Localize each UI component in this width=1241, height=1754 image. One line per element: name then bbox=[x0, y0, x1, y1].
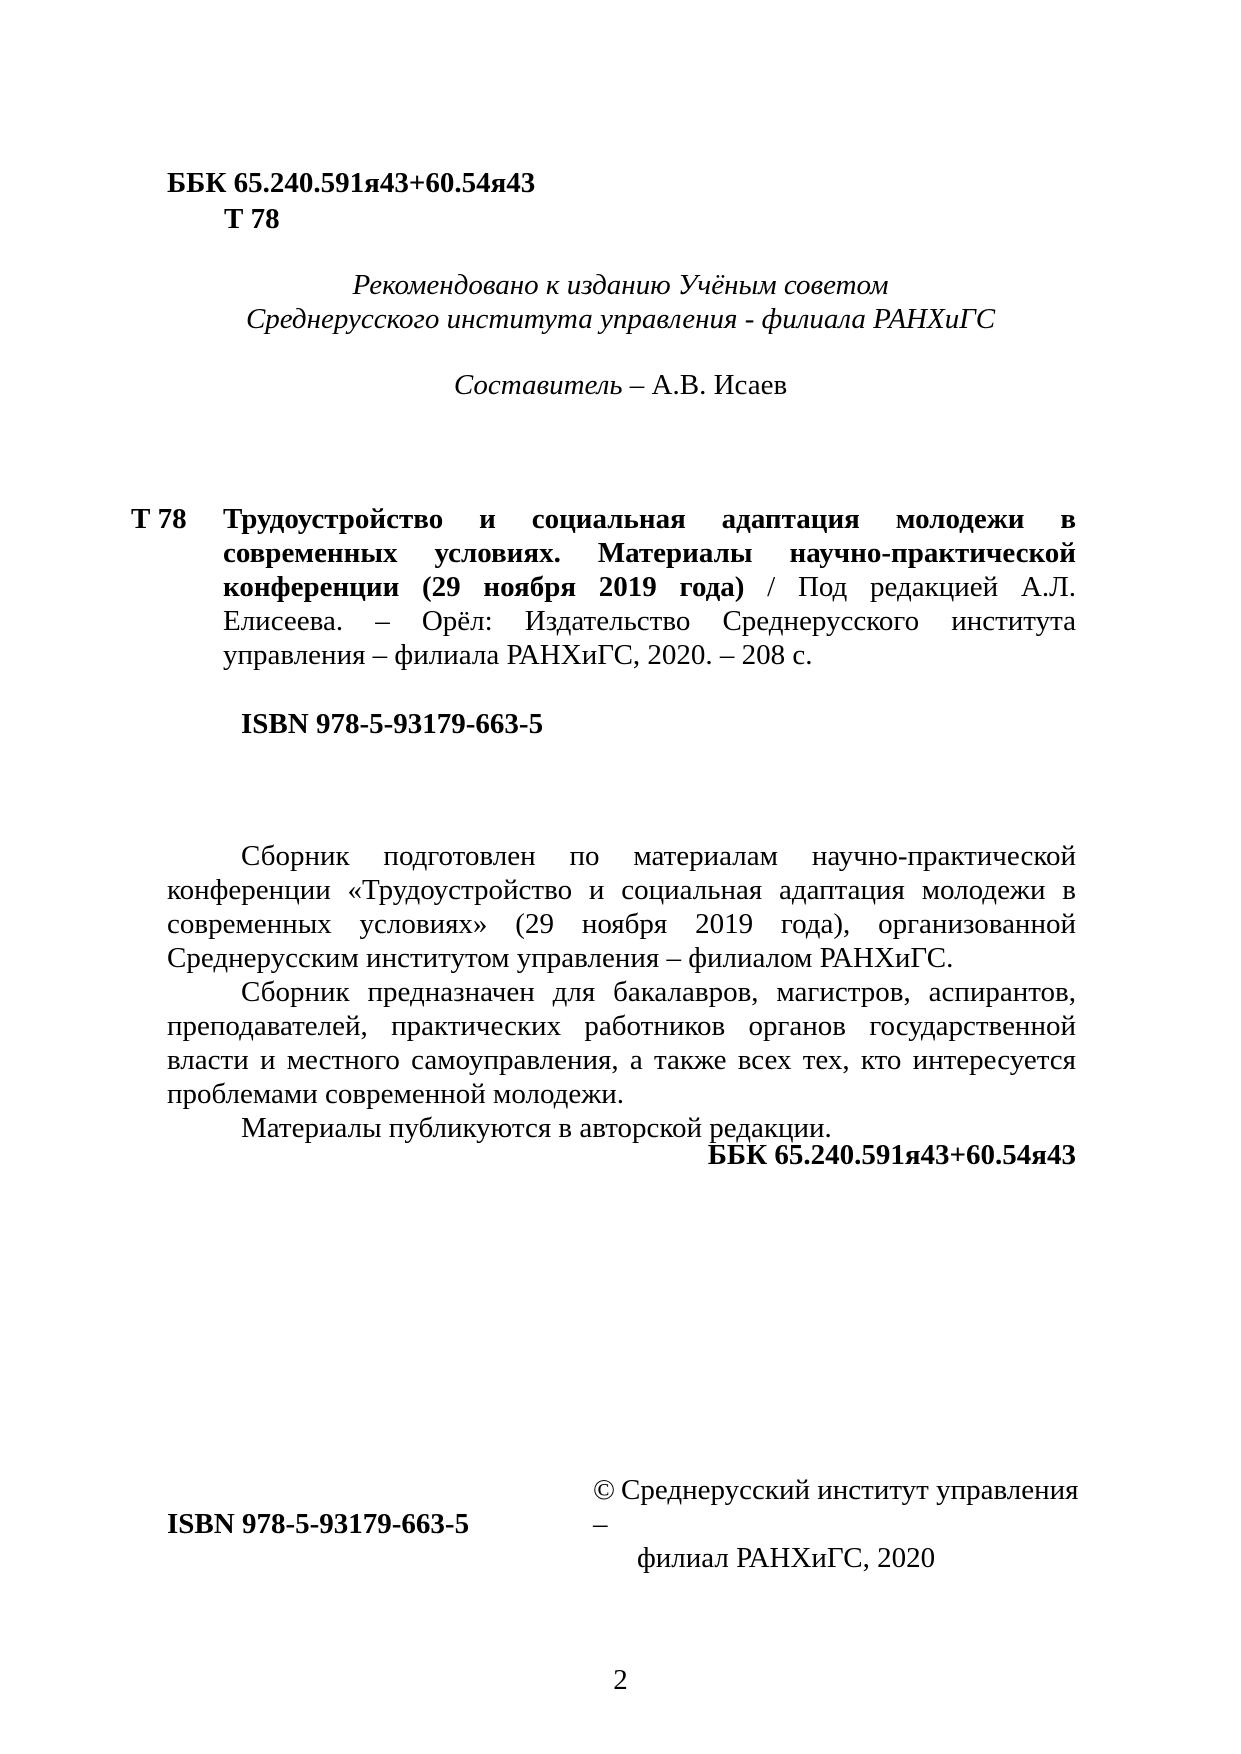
bibliographic-entry bbox=[223, 502, 1076, 672]
annotation-block bbox=[167, 839, 1076, 1145]
copyright-icon: © bbox=[593, 1474, 616, 1506]
annotation-paragraph: Сборник предназначен для бакалавров, магистров, аспирантов, преподавателей, практических работников органов государственной власти и местного самоуправления, а также всех тех, кто интересуется проблемами современной молодежи. bbox=[167, 976, 1076, 1110]
isbn-bottom: ISBN 978-5-93179-663-5 bbox=[167, 1508, 470, 1540]
copyright-line-1 bbox=[593, 1473, 1083, 1541]
compiler-name: А.В. Исаев bbox=[651, 369, 788, 401]
recommendation-block bbox=[150, 268, 1091, 336]
copyright-block bbox=[593, 1473, 1083, 1575]
compiler-line bbox=[150, 368, 1091, 402]
isbn-middle: ISBN 978-5-93179-663-5 bbox=[241, 708, 544, 740]
entry-publication-info: / Под редакцией А.Л. Елисеева. – Орёл: Издательство Среднерусского института управления – филиала РАНХиГС, 2020. – 208 с. bbox=[223, 571, 1076, 671]
compiler-dash: – bbox=[622, 369, 652, 401]
recommendation-line-2: Среднерусского института управления - филиала РАНХиГС bbox=[245, 303, 996, 335]
annotation-paragraph: Сборник подготовлен по материалам научно-практической конференции «Трудоустройство и социальная адаптация молодежи в современных условиях» (29 ноября 2019 года), организованной Среднерусским институтом управления – филиалом РАНХиГС. bbox=[167, 840, 1076, 974]
entry-title: Трудоустройство и социальная адаптация молодежи в современных условиях. Материалы научно-практической конференции (29 ноября 2019 года) bbox=[223, 503, 1076, 603]
copyright-line-2: филиал РАНХиГС, 2020 bbox=[637, 1542, 936, 1574]
copyright-holder: Среднерусский институт управления – bbox=[593, 1474, 1079, 1540]
annotation-paragraph: Материалы публикуются в авторской редакции. bbox=[241, 1112, 832, 1144]
compiler-label: Составитель bbox=[453, 369, 623, 401]
bbk-code-bottom: ББК 65.240.591я43+60.54я43 bbox=[707, 1139, 1076, 1171]
entry-author-mark: Т 78 bbox=[131, 503, 187, 535]
page-number: 2 bbox=[613, 1664, 628, 1696]
author-mark-top: Т 78 bbox=[224, 203, 280, 235]
bbk-code-top: ББК 65.240.591я43+60.54я43 bbox=[167, 167, 536, 199]
recommendation-line-1: Рекомендовано к изданию Учёным советом bbox=[352, 269, 889, 301]
